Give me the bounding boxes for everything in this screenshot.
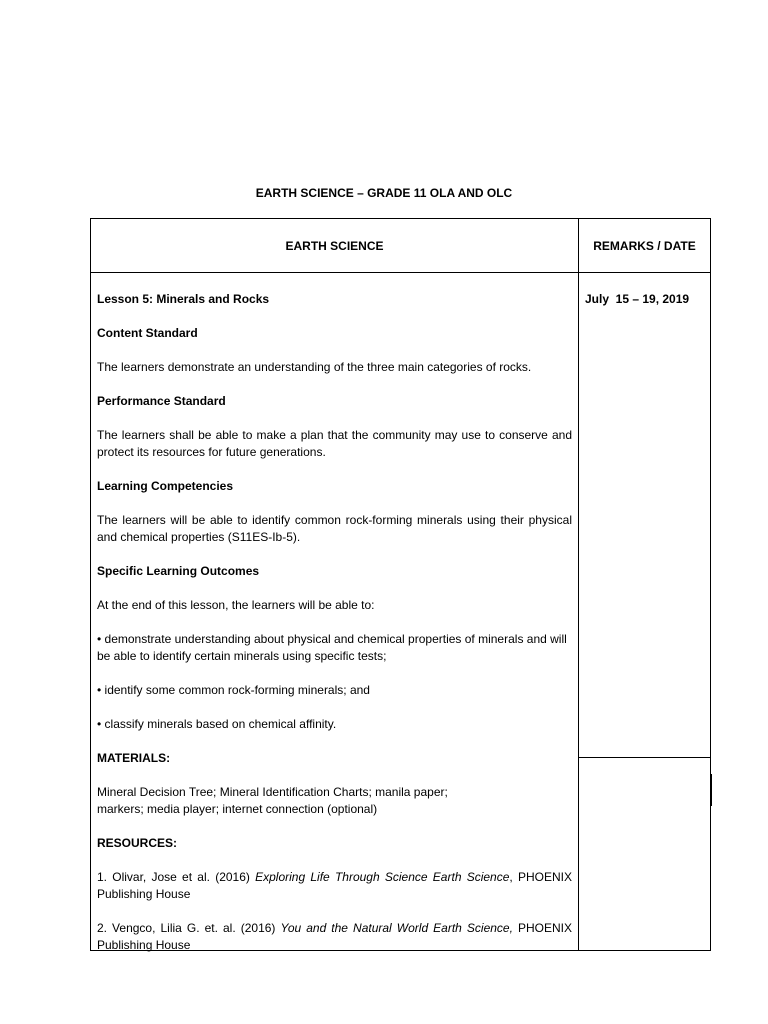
outcomes-heading: Specific Learning Outcomes — [97, 564, 260, 578]
resource-title: You and the Natural World Earth Science, — [280, 921, 513, 935]
remarks-row-divider — [578, 757, 710, 758]
lesson-title: Lesson 5: Minerals and Rocks — [97, 292, 270, 306]
resource-prefix: 1. Olivar, Jose et al. (2016) — [97, 870, 256, 884]
learning-competencies-text: The learners will be able to identify common rock-forming minerals using their physical and chemical properties (S11ES-Ib-5). — [97, 513, 572, 544]
resource-publisher: , PHOENIX Publishing House — [97, 870, 572, 901]
materials-line-2: markers; media player; internet connection (optional) — [97, 802, 378, 816]
list-item: • identify some common rock-forming minerals; and — [97, 683, 370, 697]
list-item: • classify minerals based on chemical affinity. — [97, 717, 337, 731]
content-standard-text: The learners demonstrate an understanding of the three main categories of rocks. — [97, 360, 532, 374]
resource-item-2 — [97, 920, 572, 954]
remarks-date: July 15 – 19, 2019 — [585, 292, 690, 306]
column-divider — [578, 219, 579, 950]
performance-standard-text: The learners shall be able to make a plan that the community may use to conserve and protect its resources for future generations. — [97, 428, 572, 459]
content-standard-heading: Content Standard — [97, 326, 198, 340]
lesson-content — [97, 291, 572, 971]
materials-heading: MATERIALS: — [97, 751, 171, 765]
column-header-earth-science: EARTH SCIENCE — [285, 239, 384, 253]
resources-heading: RESOURCES: — [97, 836, 178, 850]
resource-item-1 — [97, 869, 572, 903]
outcomes-intro: At the end of this lesson, the learners will be able to: — [97, 598, 375, 612]
list-item: • demonstrate understanding about physical and chemical properties of minerals and will be able to identify certain minerals using specific tests; — [97, 632, 567, 663]
outcomes-list — [97, 631, 572, 733]
resource-prefix: 2. Vengco, Lilia G. et. al. (2016) — [97, 921, 281, 935]
document-title: EARTH SCIENCE – GRADE 11 OLA AND OLC — [255, 186, 513, 200]
column-header-remarks-date: REMARKS / DATE — [593, 239, 696, 253]
resource-publisher: PHOENIX Publishing House — [97, 921, 573, 952]
performance-standard-heading: Performance Standard — [97, 394, 226, 408]
materials-text — [97, 784, 572, 818]
edge-mark — [710, 774, 712, 806]
learning-competencies-heading: Learning Competencies — [97, 479, 234, 493]
lesson-table — [90, 218, 711, 951]
resource-title: Exploring Life Through Science Earth Science — [255, 870, 510, 884]
header-divider — [91, 272, 710, 273]
materials-line-1: Mineral Decision Tree; Mineral Identification Charts; manila paper; — [97, 785, 448, 799]
